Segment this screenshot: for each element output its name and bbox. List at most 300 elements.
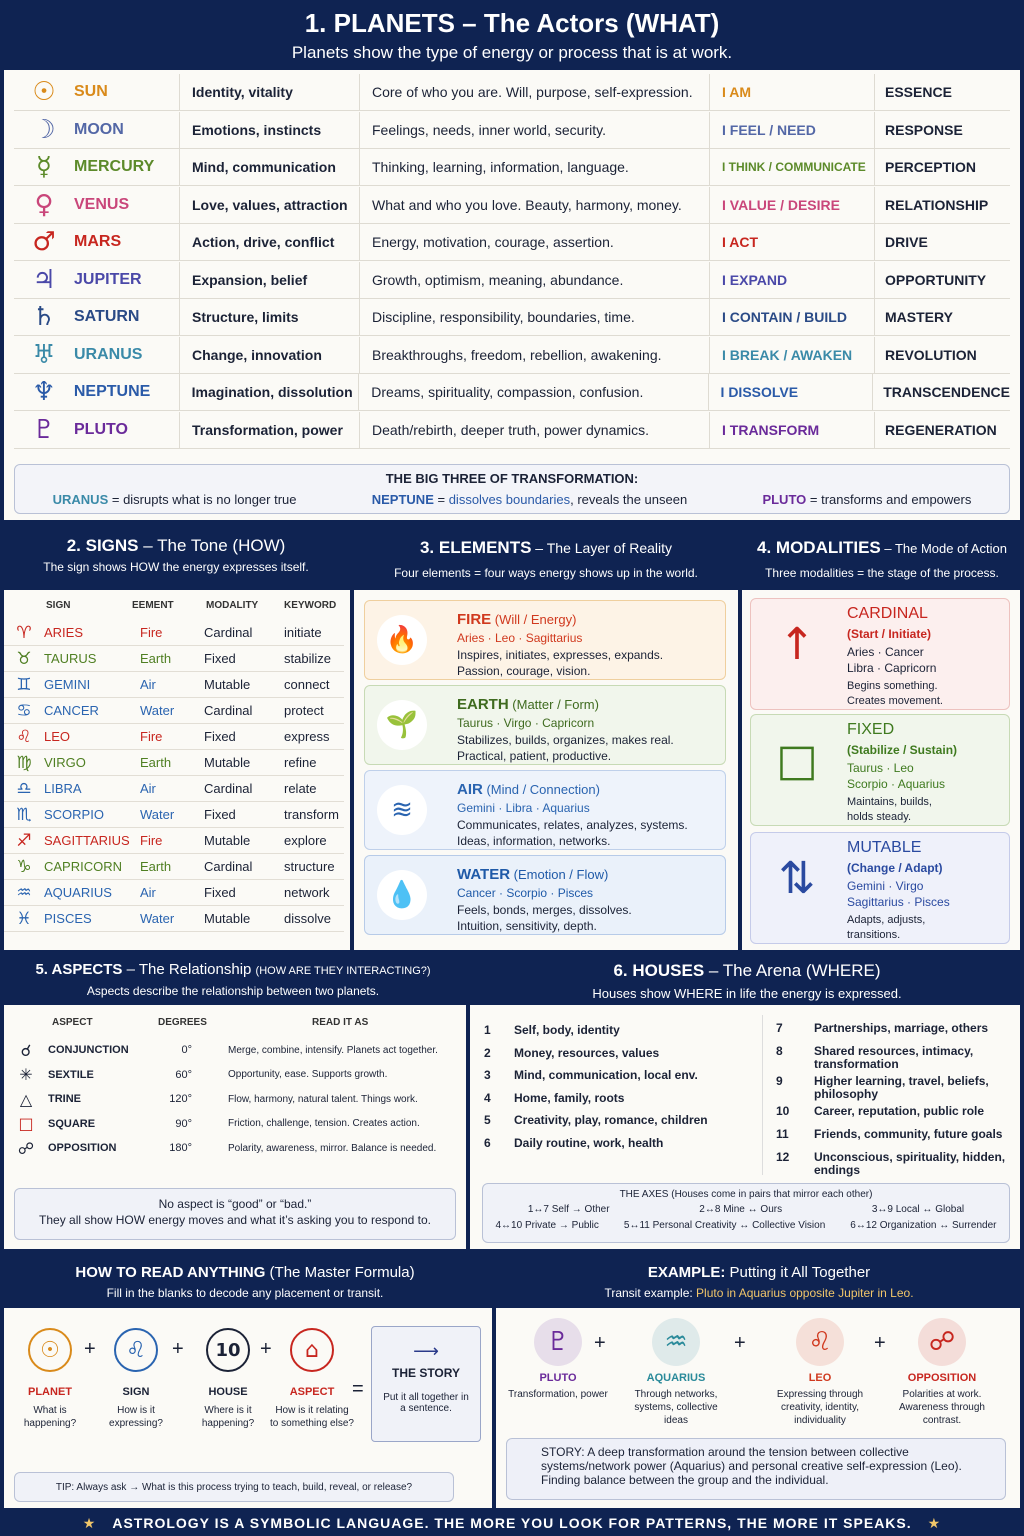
sign-keyword: refine bbox=[284, 755, 317, 770]
example-label: PLUTO bbox=[539, 1372, 577, 1384]
modality-signs: Sagittarius · Pisces bbox=[847, 895, 950, 909]
cancer-glyph-icon: ♋ bbox=[16, 700, 32, 721]
planet-description: Breakthroughs, freedom, rebellion, awakening. bbox=[359, 337, 709, 373]
house-number: 8 bbox=[776, 1044, 783, 1058]
signs-title-sub: – The Tone (HOW) bbox=[138, 536, 286, 555]
planet-name: MARS bbox=[74, 233, 122, 250]
planet-keywords: Transformation, power bbox=[179, 412, 359, 448]
sign-name: GEMINI bbox=[44, 677, 91, 692]
sign-row bbox=[4, 802, 344, 828]
aspects-subtitle: Aspects describe the relationship between two planets. bbox=[86, 984, 380, 998]
sign-element: Water bbox=[140, 911, 175, 926]
modality-line: Begins something. bbox=[847, 680, 938, 692]
signs-column-header: MODALITY bbox=[206, 600, 259, 611]
aspect-row bbox=[4, 1136, 454, 1160]
aquarius-glyph-icon: ♒ bbox=[16, 882, 32, 903]
signs-column-header: KEYWORD bbox=[284, 600, 337, 611]
aspect-degrees: 120° bbox=[169, 1093, 192, 1105]
air-icon: ≋ bbox=[377, 785, 427, 835]
aspect-row bbox=[4, 1063, 454, 1087]
sign-row bbox=[4, 750, 344, 776]
planet-theme: PERCEPTION bbox=[874, 149, 1010, 185]
saturn-symbol-icon: ♄ bbox=[32, 302, 56, 332]
element-name: AIR bbox=[457, 781, 483, 798]
house-text: Mind, communication, local env. bbox=[514, 1068, 698, 1082]
big-three-planet: NEPTUNE bbox=[371, 492, 434, 507]
sign-modality: Fixed bbox=[204, 729, 236, 744]
modality-signs: Taurus · Leo bbox=[847, 761, 914, 775]
signs-column-header: EEMENT bbox=[132, 600, 174, 611]
sign-row bbox=[4, 776, 344, 802]
planet-row bbox=[14, 74, 1010, 111]
planet-statement: I TRANSFORM bbox=[709, 412, 874, 448]
modality-line: Creates movement. bbox=[847, 695, 943, 707]
element-subtitle: (Mind / Connection) bbox=[482, 782, 600, 797]
sign-row bbox=[4, 646, 344, 672]
element-name: WATER bbox=[457, 866, 511, 883]
formula-label: PLANET bbox=[28, 1386, 72, 1398]
sign-name: VIRGO bbox=[44, 755, 86, 770]
sign-row bbox=[4, 906, 344, 932]
footer bbox=[0, 1512, 1024, 1534]
plus-icon: + bbox=[874, 1332, 886, 1354]
planet-description: Growth, optimism, meaning, abundance. bbox=[359, 262, 709, 298]
big-three-text: , reveals the unseen bbox=[570, 492, 688, 507]
example-title: EXAMPLE: bbox=[647, 1264, 726, 1281]
aspect-row bbox=[4, 1087, 454, 1111]
sign-name: CAPRICORN bbox=[44, 859, 123, 874]
planets-subtitle: Planets show the type of energy or process that is at work. bbox=[291, 43, 733, 62]
planet-keywords: Structure, limits bbox=[179, 299, 359, 335]
planets-header bbox=[0, 8, 1024, 63]
plus-icon: + bbox=[734, 1332, 746, 1354]
planet-name: PLUTO bbox=[74, 420, 128, 438]
sign-keyword: connect bbox=[284, 677, 330, 692]
sign-modality: Mutable bbox=[204, 755, 251, 770]
sign-modality: Cardinal bbox=[204, 703, 253, 718]
opposition-icon: ☍ bbox=[17, 1138, 35, 1158]
sign-keyword: protect bbox=[284, 703, 324, 718]
footer-text: ASTROLOGY IS A SYMBOLIC LANGUAGE. THE MORE YOU LOOK FOR PATTERNS, THE MORE IT SPEAKS. bbox=[112, 1515, 912, 1531]
mars-symbol-icon: ♂ bbox=[32, 227, 56, 257]
earth-icon: 🌱 bbox=[377, 700, 427, 750]
house-text: Money, resources, values bbox=[514, 1045, 660, 1060]
modalities-header bbox=[740, 530, 1024, 580]
example-subtitle-detail: Pluto in Aquarius opposite Jupiter in Leo. bbox=[696, 1286, 914, 1300]
house-number: 12 bbox=[776, 1150, 790, 1164]
sextile-icon: ✳ bbox=[19, 1065, 33, 1084]
planet-keywords: Action, drive, conflict bbox=[179, 224, 359, 260]
planet-keywords: Mind, communication bbox=[179, 149, 359, 185]
big-three-box bbox=[14, 464, 1010, 514]
example-panel bbox=[496, 1308, 1020, 1508]
water-icon: 💧 bbox=[377, 870, 427, 920]
star-icon: ★ bbox=[927, 1514, 942, 1531]
modality-signs: Gemini · Virgo bbox=[847, 879, 924, 893]
fixed-icon: □ bbox=[776, 735, 818, 786]
house-text: Higher learning, travel, beliefs, philosophy bbox=[814, 1074, 989, 1101]
sign-name: AQUARIUS bbox=[44, 885, 112, 900]
element-line: Intuition, sensitivity, depth. bbox=[457, 919, 597, 933]
modalities-subtitle: Three modalities = the stage of the process. bbox=[765, 566, 999, 580]
sign-modality: Fixed bbox=[204, 807, 236, 822]
aspect-degrees: 180° bbox=[169, 1142, 192, 1154]
big-three-title: THE BIG THREE OF TRANSFORMATION: bbox=[385, 471, 639, 486]
sign-name: SCORPIO bbox=[44, 807, 104, 822]
aspect-icon: ⌂ bbox=[290, 1328, 334, 1372]
story-box bbox=[371, 1326, 481, 1442]
planets-table bbox=[4, 70, 1020, 520]
formula-panel bbox=[4, 1308, 492, 1508]
aspect-row bbox=[4, 1038, 454, 1062]
aspects-title-q: (HOW ARE THEY INTERACTING?) bbox=[255, 965, 431, 977]
neptune-symbol-icon: ♆ bbox=[32, 377, 56, 407]
element-subtitle: (Matter / Form) bbox=[508, 697, 599, 712]
example-label: OPPOSITION bbox=[907, 1372, 977, 1384]
story-title: THE STORY bbox=[391, 1366, 460, 1380]
planet-keywords: Emotions, instincts bbox=[179, 112, 359, 148]
element-title bbox=[457, 696, 599, 713]
house-item bbox=[484, 1136, 754, 1150]
sign-row bbox=[4, 672, 344, 698]
planet-icon: ☉ bbox=[28, 1328, 72, 1372]
planet-theme: TRANSCENDENCE bbox=[872, 374, 1010, 410]
planet-name: NEPTUNE bbox=[73, 383, 151, 400]
sign-element: Fire bbox=[140, 729, 163, 744]
planet-name: MOON bbox=[74, 120, 124, 138]
house-number: 5 bbox=[484, 1113, 491, 1127]
planet-keywords: Identity, vitality bbox=[179, 74, 359, 110]
element-name: EARTH bbox=[457, 696, 509, 713]
aspect-name: OPPOSITION bbox=[48, 1142, 117, 1154]
houses-header bbox=[470, 955, 1024, 1001]
sign-name: SAGITTARIUS bbox=[44, 833, 130, 848]
house-text: Creativity, play, romance, children bbox=[514, 1113, 708, 1127]
sign-element: Earth bbox=[140, 859, 172, 874]
element-card-air bbox=[364, 770, 726, 850]
modality-subtitle: (Change / Adapt) bbox=[847, 861, 943, 875]
big-three-text: = transforms and empowers bbox=[806, 492, 972, 507]
formula-question: How is it relating to something else? bbox=[270, 1405, 354, 1429]
sign-row bbox=[4, 698, 344, 724]
sign-keyword: relate bbox=[284, 781, 317, 796]
planet-theme: REGENERATION bbox=[874, 412, 1010, 448]
modality-subtitle: (Start / Initiate) bbox=[847, 627, 932, 641]
planet-theme: ESSENCE bbox=[874, 74, 1010, 110]
planet-description: Core of who you are. Will, purpose, self-expression. bbox=[359, 74, 709, 110]
element-card-water bbox=[364, 855, 726, 935]
uranus-symbol-icon: ♅ bbox=[32, 339, 56, 370]
house-icon: 10 bbox=[206, 1328, 250, 1372]
house-text: Home, family, roots bbox=[514, 1090, 625, 1105]
modality-name: CARDINAL bbox=[847, 605, 928, 622]
fire-icon: 🔥 bbox=[377, 615, 427, 665]
signs-column-header: SIGN bbox=[46, 600, 71, 611]
leo-glyph-icon: ♌ bbox=[16, 726, 32, 747]
libra-glyph-icon: ♎ bbox=[16, 778, 32, 799]
axis-pair: 5↔11 Personal Creativity ↔ Collective Vision bbox=[623, 1220, 826, 1231]
big-three-item bbox=[762, 492, 971, 507]
planet-row bbox=[14, 187, 1010, 224]
sign-keyword: transform bbox=[284, 807, 339, 822]
element-subtitle: (Will / Energy) bbox=[491, 612, 577, 627]
planet-description: Feelings, needs, inner world, security. bbox=[359, 112, 709, 148]
aspect-degrees: 0° bbox=[181, 1044, 192, 1056]
planet-theme: RELATIONSHIP bbox=[874, 187, 1010, 223]
square-icon: □ bbox=[18, 1114, 34, 1133]
venus-symbol-icon: ♀ bbox=[34, 189, 54, 220]
sagittarius-glyph-icon: ♐ bbox=[16, 830, 32, 851]
plus-icon: + bbox=[594, 1332, 606, 1354]
axes-title: THE AXES (Houses come in pairs that mirror each other) bbox=[619, 1189, 873, 1200]
aspect-row bbox=[4, 1112, 454, 1136]
house-number: 2 bbox=[484, 1045, 491, 1060]
formula-question: Where is it happening? bbox=[201, 1405, 255, 1429]
mutable-icon: ⇅ bbox=[778, 853, 816, 904]
sign-modality: Mutable bbox=[204, 911, 251, 926]
aspect-name: CONJUNCTION bbox=[48, 1044, 129, 1056]
house-number: 4 bbox=[484, 1090, 491, 1105]
aspect-degrees: 60° bbox=[175, 1068, 192, 1081]
planet-row bbox=[14, 337, 1010, 374]
aspect-degrees: 90° bbox=[175, 1117, 192, 1130]
plus-icon: + bbox=[172, 1338, 184, 1360]
house-number: 1 bbox=[484, 1023, 491, 1037]
house-item bbox=[776, 1045, 1012, 1071]
modalities-title: 4. MODALITIES bbox=[757, 538, 881, 557]
sign-keyword: express bbox=[284, 729, 330, 744]
star-icon: ★ bbox=[82, 1514, 97, 1531]
sign-modality: Cardinal bbox=[204, 781, 253, 796]
formula-tip: TIP: Always ask → What is this process trying to teach, build, reveal, or release? bbox=[14, 1472, 454, 1502]
aries-glyph-icon: ♈ bbox=[16, 622, 32, 643]
gemini-glyph-icon: ♊ bbox=[16, 674, 32, 695]
big-three-item bbox=[372, 492, 687, 507]
element-title bbox=[457, 781, 600, 798]
sign-row bbox=[4, 880, 344, 906]
element-title bbox=[457, 611, 576, 628]
planet-row bbox=[14, 299, 1010, 336]
planet-keywords: Imagination, dissolution bbox=[179, 374, 359, 410]
sign-element: Earth bbox=[140, 755, 172, 770]
sign-modality: Mutable bbox=[204, 833, 251, 848]
houses-title: 6. HOUSES bbox=[613, 961, 705, 980]
formula-label: HOUSE bbox=[208, 1386, 248, 1398]
modality-line: holds steady. bbox=[847, 811, 912, 823]
formula-title: HOW TO READ ANYTHING bbox=[75, 1264, 266, 1281]
modality-card-mutable bbox=[750, 832, 1010, 944]
example-description: Polarities at work. Awareness through contrast. bbox=[899, 1389, 985, 1426]
planet-keywords: Expansion, belief bbox=[179, 262, 359, 298]
houses-divider bbox=[762, 1015, 763, 1175]
sign-keyword: structure bbox=[284, 859, 335, 874]
signs-title: 2. SIGNS bbox=[66, 536, 139, 555]
example-label: AQUARIUS bbox=[646, 1372, 706, 1384]
planet-theme: MASTERY bbox=[874, 299, 1010, 335]
cardinal-icon: ↑ bbox=[778, 619, 816, 670]
elements-subtitle: Four elements = four ways energy shows up in the world. bbox=[394, 566, 698, 580]
house-text: Friends, community, future goals bbox=[814, 1127, 1003, 1141]
pluto-icon: ♇ bbox=[534, 1318, 582, 1366]
planet-statement: I FEEL / NEED bbox=[709, 112, 874, 148]
example-subtitle: Transit example: bbox=[604, 1286, 697, 1300]
sign-element: Water bbox=[140, 703, 175, 718]
planet-theme: REVOLUTION bbox=[874, 337, 1010, 373]
jupiter-symbol-icon: ♃ bbox=[32, 264, 56, 295]
modalities-title-sub: – The Mode of Action bbox=[880, 541, 1007, 556]
element-line: Communicates, relates, analyzes, systems. bbox=[457, 818, 688, 832]
aspects-header bbox=[0, 955, 466, 998]
planet-keywords: Change, innovation bbox=[179, 337, 359, 373]
planet-description: Death/rebirth, deeper truth, power dynamics. bbox=[359, 412, 709, 448]
planets-title: 1. PLANETS – The Actors (WHAT) bbox=[304, 8, 720, 38]
planet-row bbox=[14, 112, 1010, 149]
planet-name: VENUS bbox=[74, 195, 130, 213]
element-line: Passion, courage, vision. bbox=[457, 664, 591, 678]
house-number: 6 bbox=[484, 1135, 491, 1150]
formula-label: SIGN bbox=[122, 1386, 150, 1398]
planet-keywords: Love, values, attraction bbox=[179, 187, 359, 223]
modality-subtitle: (Stabilize / Sustain) bbox=[847, 743, 958, 757]
element-line: Inspires, initiates, expresses, expands. bbox=[457, 648, 664, 662]
modality-line: transitions. bbox=[847, 929, 901, 941]
element-signs: Taurus · Virgo · Capricorn bbox=[457, 716, 595, 730]
modality-name: MUTABLE bbox=[847, 839, 922, 856]
example-title-sub: Putting it All Together bbox=[725, 1264, 871, 1281]
sign-keyword: explore bbox=[284, 833, 327, 848]
formula-header bbox=[0, 1258, 490, 1300]
house-number: 10 bbox=[776, 1104, 790, 1118]
houses-title-sub: – The Arena (WHERE) bbox=[704, 961, 881, 980]
planet-description: What and who you love. Beauty, harmony, money. bbox=[359, 187, 709, 223]
sign-modality: Mutable bbox=[204, 677, 251, 692]
sign-row bbox=[4, 620, 344, 646]
element-line: Stabilizes, builds, organizes, makes real. bbox=[457, 733, 674, 747]
aspect-name: SQUARE bbox=[48, 1117, 96, 1130]
sign-name: LEO bbox=[44, 729, 71, 744]
sign-name: PISCES bbox=[44, 911, 92, 926]
modality-card-cardinal bbox=[750, 598, 1010, 710]
aspects-column-header: DEGREES bbox=[158, 1017, 207, 1028]
example-description: Through networks, systems, collective ideas bbox=[634, 1389, 718, 1426]
opposition-icon: ☍ bbox=[918, 1318, 966, 1366]
modality-signs: Scorpio · Aquarius bbox=[847, 777, 946, 791]
planet-statement: I VALUE / DESIRE bbox=[709, 187, 874, 223]
story-text: Put it all together in a sentence. bbox=[383, 1392, 469, 1414]
aquarius-icon: ♒ bbox=[652, 1318, 700, 1366]
aspect-name: SEXTILE bbox=[48, 1068, 94, 1081]
planet-name: SATURN bbox=[74, 308, 140, 325]
aspects-title: 5. ASPECTS bbox=[35, 961, 123, 978]
sign-name: CANCER bbox=[44, 703, 99, 718]
example-story: STORY: A deep transformation around the tension between collective systems/network power (Aquarius) and personal creative self-expression (Leo). Finding balance between the group and the individual. bbox=[506, 1438, 1006, 1500]
big-three-planet: PLUTO bbox=[762, 492, 807, 507]
element-card-earth bbox=[364, 685, 726, 765]
planet-description: Energy, motivation, courage, assertion. bbox=[359, 224, 709, 260]
plus-icon: + bbox=[84, 1338, 96, 1360]
axes-box bbox=[482, 1183, 1010, 1243]
example-description: Expressing through creativity, identity, individuality bbox=[776, 1389, 864, 1426]
house-number: 9 bbox=[776, 1074, 783, 1088]
element-title bbox=[457, 866, 608, 883]
signs-subtitle: The sign shows HOW the energy expresses itself. bbox=[43, 560, 309, 574]
modality-card-fixed bbox=[750, 714, 1010, 826]
element-subtitle: (Emotion / Flow) bbox=[510, 867, 609, 882]
element-line: Ideas, information, networks. bbox=[457, 834, 611, 848]
axis-pair: 4↔10 Private → Public bbox=[495, 1220, 599, 1231]
big-three-text: = bbox=[433, 492, 449, 507]
formula-title-sub: (The Master Formula) bbox=[265, 1264, 415, 1281]
scorpio-glyph-icon: ♏ bbox=[16, 804, 32, 825]
axis-pair: 2↔8 Mine ↔ Ours bbox=[699, 1204, 783, 1215]
modality-name: FIXED bbox=[847, 721, 895, 738]
house-number: 11 bbox=[776, 1127, 789, 1141]
planet-row bbox=[14, 149, 1010, 186]
element-card-fire bbox=[364, 600, 726, 680]
planet-name: URANUS bbox=[74, 345, 143, 363]
modality-line: Adapts, adjusts, bbox=[847, 914, 926, 926]
aspects-column-header: READ IT AS bbox=[312, 1017, 369, 1028]
planet-theme: RESPONSE bbox=[874, 112, 1010, 148]
house-text: Daily routine, work, health bbox=[514, 1135, 664, 1150]
sign-modality: Cardinal bbox=[204, 625, 253, 640]
sign-modality: Fixed bbox=[204, 885, 236, 900]
moon-symbol-icon: ☽ bbox=[32, 114, 56, 145]
houses-panel bbox=[470, 1005, 1020, 1249]
house-item bbox=[776, 1075, 1012, 1101]
house-item bbox=[484, 1023, 754, 1037]
house-item bbox=[776, 1128, 1012, 1141]
modality-signs: Aries · Cancer bbox=[847, 645, 924, 659]
planet-statement: I CONTAIN / BUILD bbox=[709, 299, 874, 335]
house-text: Career, reputation, public role bbox=[814, 1104, 985, 1118]
aspect-reading: Merge, combine, intensify. Planets act together. bbox=[228, 1044, 438, 1056]
sign-element: Air bbox=[140, 677, 156, 692]
sign-keyword: stabilize bbox=[284, 651, 331, 666]
element-line: Practical, patient, productive. bbox=[457, 749, 612, 763]
example-header bbox=[494, 1258, 1024, 1300]
capricorn-glyph-icon: ♑ bbox=[16, 856, 32, 877]
planet-name: SUN bbox=[74, 83, 108, 100]
aspects-panel bbox=[4, 1005, 466, 1249]
elements-panel bbox=[354, 590, 738, 950]
aspects-note-line1: No aspect is “good” or “bad.” bbox=[158, 1197, 312, 1211]
planet-description: Dreams, spirituality, compassion, confusion. bbox=[358, 374, 707, 410]
sign-element: Earth bbox=[140, 651, 172, 666]
house-item bbox=[776, 1105, 1012, 1118]
houses-subtitle: Houses show WHERE in life the energy is expressed. bbox=[592, 986, 902, 1001]
planet-row bbox=[14, 262, 1010, 299]
element-name: FIRE bbox=[457, 611, 492, 628]
planet-statement: I AM bbox=[709, 74, 874, 110]
sign-keyword: initiate bbox=[284, 625, 322, 640]
element-signs: Aries · Leo · Sagittarius bbox=[457, 631, 583, 645]
sign-icon: ♌ bbox=[114, 1328, 158, 1372]
sign-name: ARIES bbox=[44, 625, 84, 640]
signs-header bbox=[0, 530, 352, 588]
house-number: 3 bbox=[484, 1068, 491, 1082]
sign-modality: Cardinal bbox=[204, 859, 253, 874]
aspect-reading: Opportunity, ease. Supports growth. bbox=[228, 1069, 388, 1080]
trine-icon: △ bbox=[19, 1089, 33, 1109]
house-item bbox=[776, 1151, 1012, 1177]
pluto-symbol-icon: ♇ bbox=[32, 414, 56, 445]
element-signs: Cancer · Scorpio · Pisces bbox=[457, 886, 594, 900]
arrow-icon: ⟶ bbox=[413, 1341, 439, 1361]
sign-row bbox=[4, 854, 344, 880]
house-item bbox=[484, 1068, 754, 1082]
elements-title: 3. ELEMENTS bbox=[419, 538, 532, 557]
